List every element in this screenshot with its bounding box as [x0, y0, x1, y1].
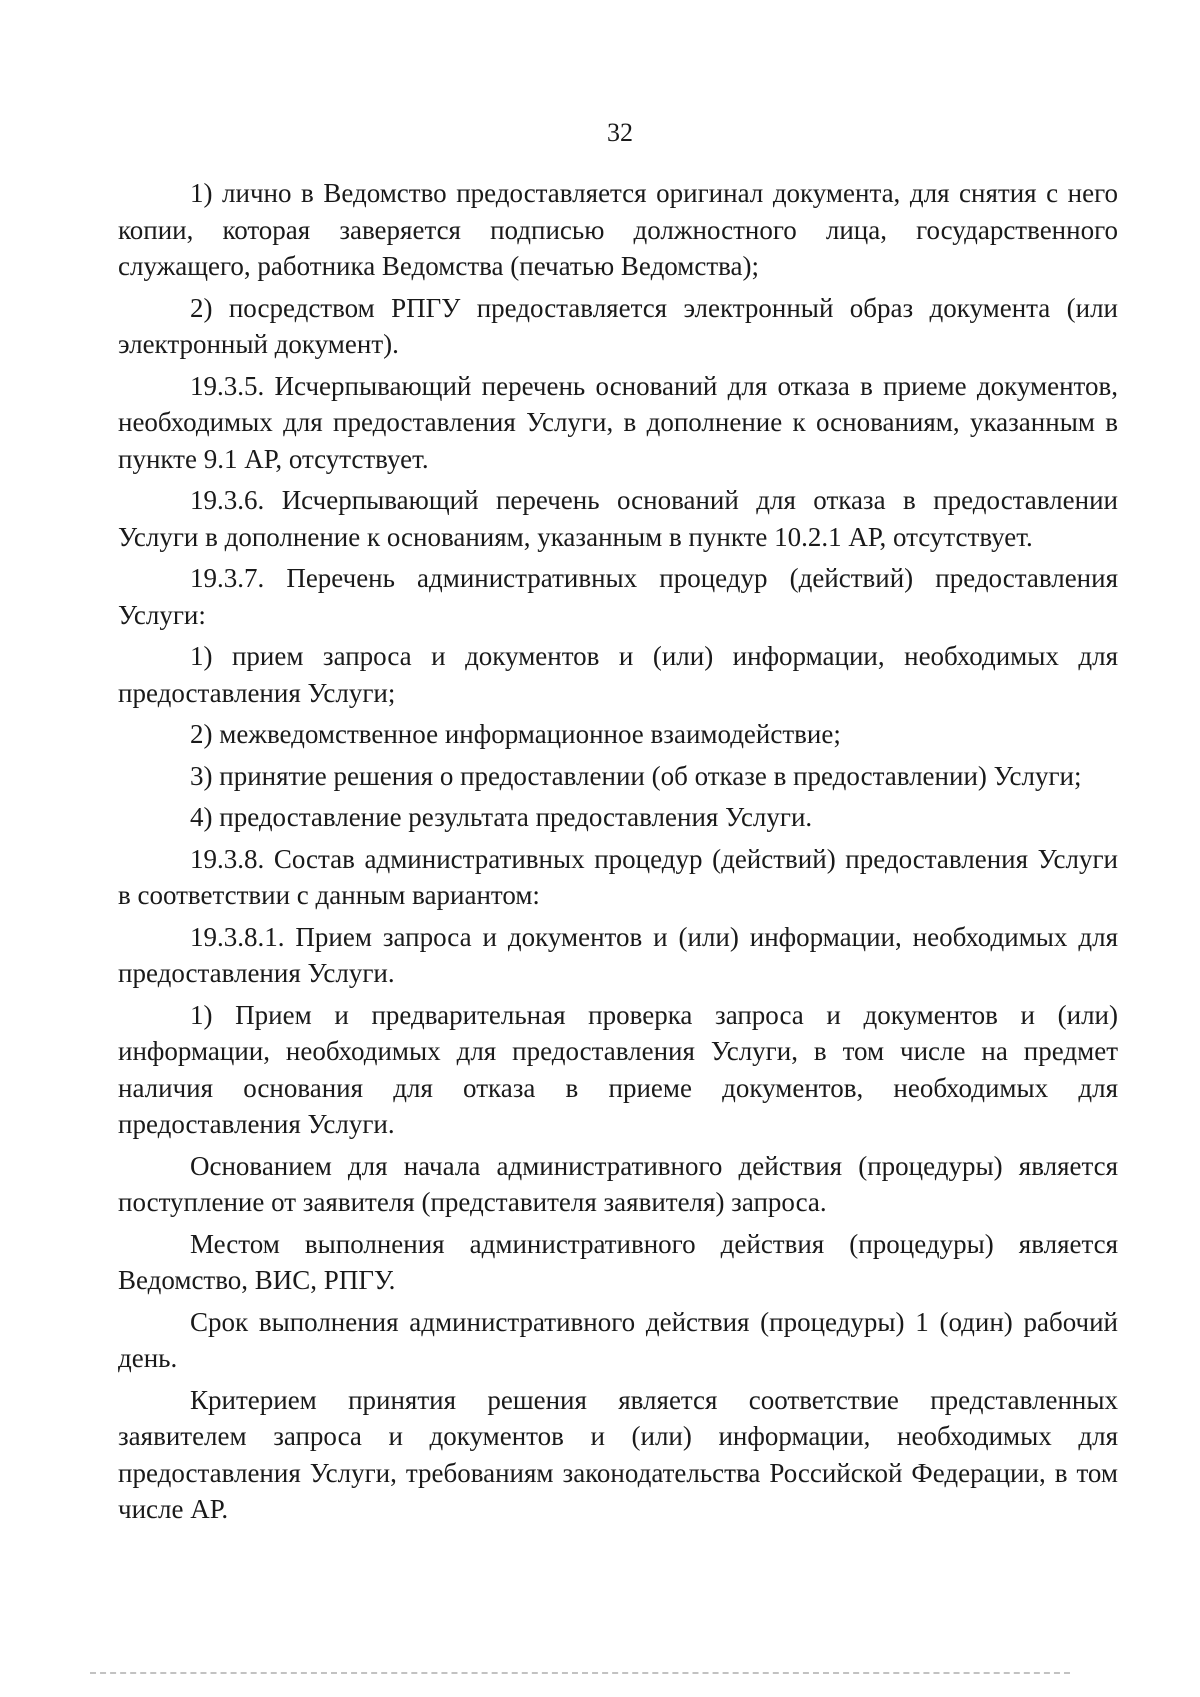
list-item-procedure-2: 2) межведомственное информационное взаимодействие; [190, 719, 841, 749]
list-item-procedure-1: 1) прием запроса и документов и (или) информации, необходимых для предоставления Услуги; [118, 641, 1118, 708]
paragraph-19-3-8: 19.3.8. Состав административных процедур (действий) предоставления Услуги в соответствии с данным вариантом: [118, 843, 1118, 910]
paragraph-19-3-5: 19.3.5. Исчерпывающий перечень оснований для отказа в приеме документов, необходимых для предоставления Услуги, в дополнение к основаниям, указанным в пункте 9.1 АР, отсутствует. [118, 370, 1118, 474]
scan-artifact-line [90, 1672, 1070, 1674]
paragraph-rpgu-submission: 2) посредством РПГУ предоставляется электронный образ документа (или электронный документ). [118, 292, 1118, 359]
paragraph-place-of-execution: Местом выполнения административного действия (процедуры) является Ведомство, ВИС, РПГУ. [118, 1228, 1118, 1295]
paragraph-decision-criterion: Критерием принятия решения является соответствие представленных заявителем запроса и документов и (или) информации, необходимых для предоставления Услуги, требованиям законодательства Российской Федерации, в том числе АР. [118, 1384, 1118, 1524]
paragraph-19-3-6: 19.3.6. Исчерпывающий перечень оснований для отказа в предоставлении Услуги в дополнение к основаниям, указанным в пункте 10.2.1 АР, отсутствует. [118, 485, 1118, 552]
paragraph-execution-term: Срок выполнения административного действия (процедуры) 1 (один) рабочий день. [118, 1306, 1118, 1373]
paragraph-personal-submission: 1) лично в Ведомство предоставляется оригинал документа, для снятия с него копии, которая заверяется подписью должностного лица, государственного служащего, работника Ведомства (печатью Ведомства); [118, 178, 1118, 281]
paragraph-19-3-8-1: 19.3.8.1. Прием запроса и документов и (или) информации, необходимых для предоставления Услуги. [118, 921, 1118, 988]
paragraph-grounds-to-start: Основанием для начала административного действия (процедуры) является поступление от заявителя (представителя заявителя) запроса. [118, 1150, 1118, 1217]
list-item-procedure-3: 3) принятие решения о предоставлении (об отказе в предоставлении) Услуги; [190, 760, 1082, 791]
paragraph-preliminary-check: 1) Прием и предварительная проверка запроса и документов и (или) информации, необходимых для предоставления Услуги, в том числе на предмет наличия основания для отказа в приеме документов, необходимых для предоставления Услуги. [118, 999, 1118, 1139]
page-number: 32 [607, 118, 633, 147]
list-item-procedure-4: 4) предоставление результата предоставления Услуги. [190, 802, 813, 832]
document-body [118, 175, 1118, 1533]
paragraph-19-3-7: 19.3.7. Перечень административных процедур (действий) предоставления Услуги: [118, 563, 1118, 630]
